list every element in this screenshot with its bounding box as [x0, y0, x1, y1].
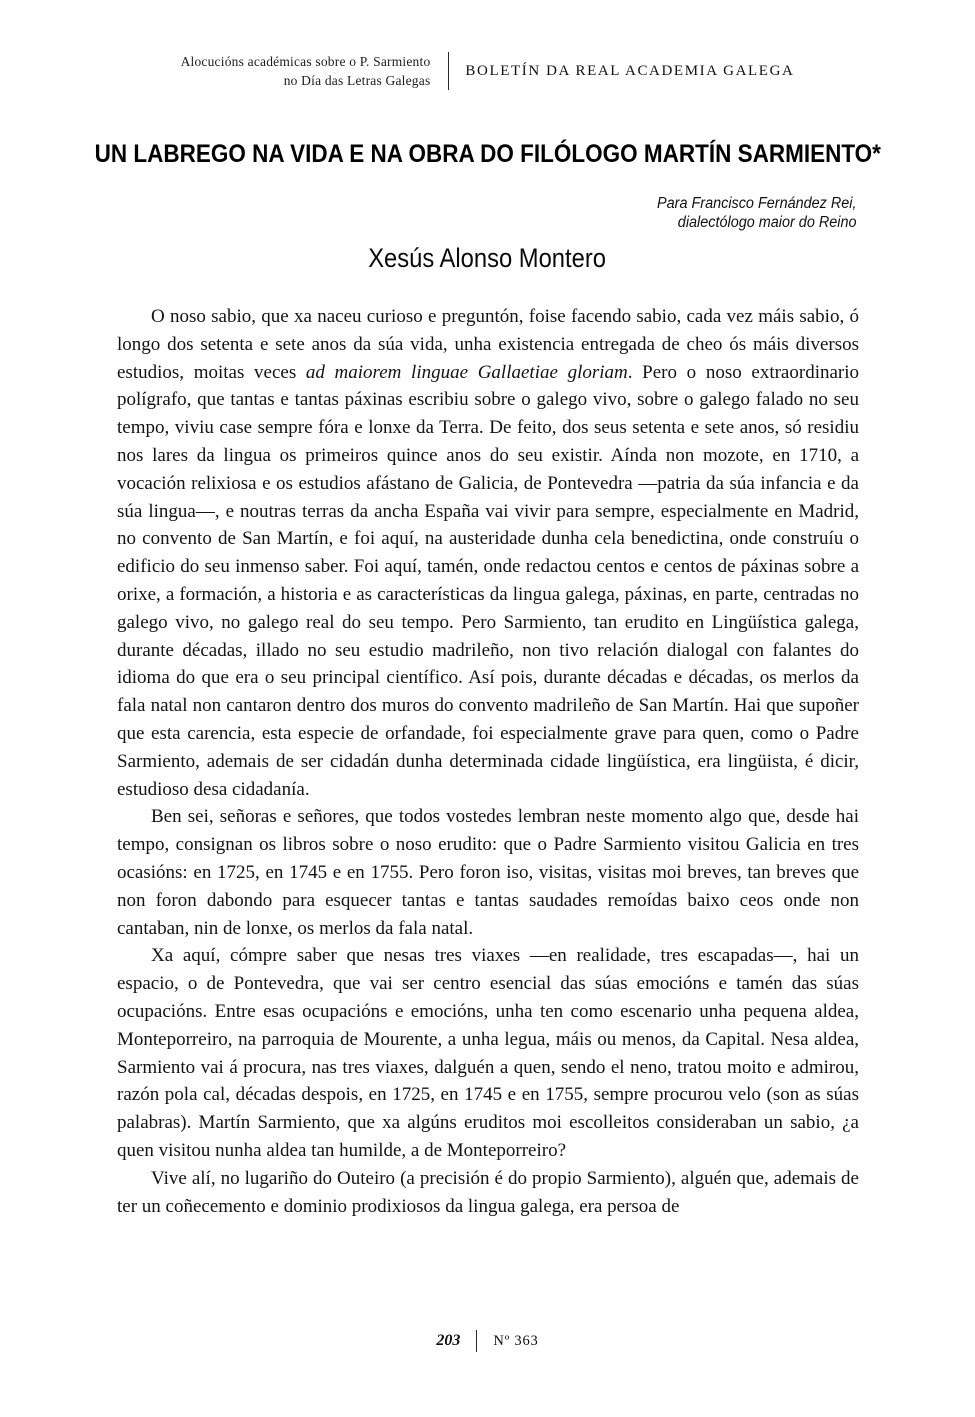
paragraph-run: . Pero o noso extraordinario polígrafo, que tantas e tantas páxinas escribiu sobre o galego vivo, sobre o galego falado no seu tempo, viviu case sempre fóra e lonxe da Terra. De feito, dos seus setenta e sete anos, só residiu nos lares da lingua os primeiros quince anos do seu existir. Aínda non mozote, en 1710, a vocación relixiosa e os estudios afástano de Galicia, de Pontevedra —patria da súa infancia e da súa lingua—, e noutras terras da ancha España vai vivir para sempre, especialmente en Madrid, no convento de San Martín, e foi aquí, na austeridade dunha cela benedictina, onde construíu o edificio do seu inmenso saber. Foi aquí, tamén, onde redactou centos e centos de páxinas sobre a orixe, a formación, a historia e as características da lingua galega, páxinas, en parte, centradas no galego vivo, no galego real do seu tempo. Pero Sarmiento, tan erudito en Lingüística galega, durante décadas, illado no seu estudio madrileño, non tivo relación dialogal con falantes do idioma do que era o seu principal científico. Así pois, durante décadas e décadas, os merlos da fala natal non cantaron dentro dos muros do convento madrileño de San Martín. Hai que supoñer que esta carencia, esta especie de orfandade, foi especialmente grave para quen, como o Padre Sarmiento, ademais de ser cidadán dunha determinada cidade lingüística, era lingüista, é dicir, estudioso desa cidadanía. [117, 361, 860, 800]
paragraph-run-italic: ad maiorem linguae Gallaetiae gloriam [305, 361, 628, 383]
article-body [117, 303, 859, 1220]
article-title [0, 140, 975, 169]
dedication-line2: dialectólogo maior do Reino [678, 214, 857, 231]
journal-title: BOLETÍN DA REAL ACADEMIA GALEGA [465, 62, 795, 79]
paragraph-run: O noso sabio, que xa naceu curioso e preguntón, foise facendo sabio, cada vez máis sabio, ó longo dos setenta e sete anos da súa vida, unha existencia entregada de cheo ós máis diversos estudios, moitas veces [117, 306, 859, 383]
header-left-line2: no Día das Letras Galegas [283, 73, 431, 88]
paragraph-run: Vive alí, no lugariño do Outeiro (a precisión é do propio Sarmiento), alguén que, ademais de ter un coñecemento e dominio prodixiosos da lingua galega, era persoa de [117, 1167, 859, 1217]
running-header [0, 52, 975, 90]
issue-number: Nº 363 [493, 1332, 539, 1349]
dedication [658, 194, 857, 232]
author-name-text: Xesús Alonso Montero [368, 243, 607, 273]
paragraph-run: Xa aquí, cómpre saber que nesas tres viaxes —en realidade, tres escapadas—, hai un espacio, o de Pontevedra, que vai ser centro esencial das súas emocións e tamén das súas ocupacións. Entre esas ocupacións e emocións, unha ten como escenario unha pequena aldea, Monteporreiro, na parroquia de Mourente, a unha legua, máis ou menos, da Capital. Nesa aldea, Sarmiento vai á procura, nas tres viaxes, dalguén a quen, sendo el neno, tratou moito e admirou, razón pola cal, décadas despois, en 1725, en 1745 e en 1755, sempre procurou velo (son as súas palabras). Martín Sarmiento, que xa algúns eruditos moi escolleitos consideraban un sabio, ¿a quen visitou nunha aldea tan humilde, a de Monteporreiro? [117, 945, 859, 1161]
header-left-title [181, 52, 449, 90]
paragraph-run: Ben sei, señoras e señores, que todos vostedes lembran neste momento algo que, desde hai tempo, consignan os libros sobre o noso erudito: que o Padre Sarmiento visitou Galicia en tres ocasións: en 1725, en 1745 e en 1755. Pero foron iso, visitas, visitas moi breves, tan breves que non foron dabondo para esquecer tantas e tantas saudades remoídas baixo ceos onde non cantaban, nin de lonxe, os merlos da fala natal. [117, 806, 859, 939]
paragraph [117, 942, 859, 1164]
author-name [0, 243, 975, 274]
running-footer [0, 1330, 975, 1352]
header-left-line1: Alocucións académicas sobre o P. Sarmiento [180, 54, 431, 69]
paragraph [117, 303, 859, 803]
page-number: 203 [436, 1332, 461, 1349]
article-title-text: UN LABREGO NA VIDA E NA OBRA DO FILÓLOGO MARTÍN SARMIENTO* [94, 140, 881, 168]
paragraph [117, 1165, 859, 1221]
paragraph [117, 803, 859, 942]
dedication-line1: Para Francisco Fernández Rei, [657, 195, 857, 212]
